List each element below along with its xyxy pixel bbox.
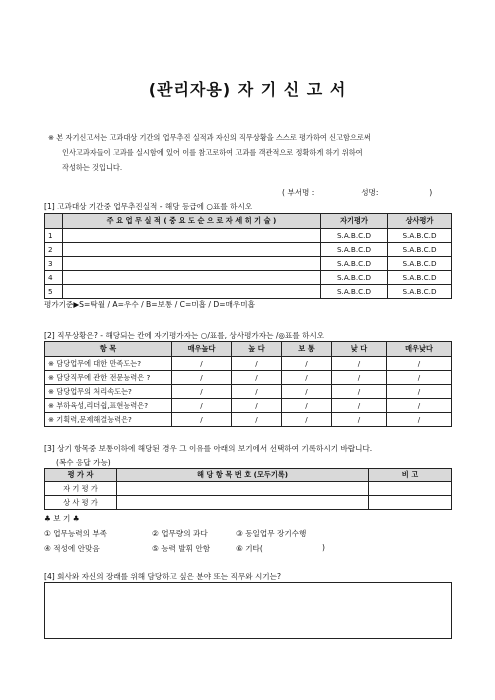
table-row	[45, 496, 452, 510]
page-title: (관리자용) 자 기 신 고 서	[148, 80, 347, 99]
rating-cell[interactable]: /	[282, 413, 332, 427]
rating-cell[interactable]: /	[172, 357, 232, 371]
rating-cell[interactable]: /	[332, 399, 387, 413]
reason-header-items: 해 당 항 목 번 호 (모두기록)	[117, 469, 369, 482]
reason-header-evaluator: 평 가 자	[45, 469, 117, 482]
options-title: ♣ 보 기 ♣	[44, 514, 80, 523]
rating-cell[interactable]: /	[387, 413, 452, 427]
item-number-field[interactable]	[117, 482, 369, 496]
option-1: ① 업무능력의 부족	[44, 529, 107, 538]
rating-cell[interactable]: /	[232, 399, 282, 413]
job-status-item: ※ 담당업무에 대한 만족도는?	[45, 357, 172, 371]
row-number: 3	[45, 257, 63, 271]
job-status-item: ※ 부하육성,리더쉽,표현능력은?	[45, 399, 172, 413]
dept-label: 부서명 :	[287, 188, 315, 197]
performance-header-boss: 상사평가	[388, 214, 452, 229]
job-status-item: ※ 담당업무의 처리속도는?	[45, 385, 172, 399]
boss-grade-options[interactable]: S.A.B.C.D	[388, 271, 452, 285]
rating-cell[interactable]: /	[172, 371, 232, 385]
job-status-header-row	[45, 342, 452, 357]
table-row	[45, 357, 452, 371]
job-status-header-low: 낮 다	[332, 342, 387, 357]
rating-cell[interactable]: /	[172, 385, 232, 399]
remarks-field[interactable]	[369, 496, 452, 510]
rating-cell[interactable]: /	[332, 385, 387, 399]
job-status-header-high: 높 다	[232, 342, 282, 357]
option-6: ⑥ 기타(	[236, 544, 263, 553]
evaluator-label-self: 자 기 평 가	[45, 482, 117, 496]
name-label: 성명:	[361, 188, 379, 197]
reason-table	[44, 468, 452, 510]
option-4: ④ 적성에 안맞음	[44, 544, 100, 553]
table-row	[45, 371, 452, 385]
table-row	[45, 243, 452, 257]
section2-heading: [2] 직무상황은? - 해당되는 칸에 자기평가자는 ○/표를, 상사평가자는 /◎표를 하시오	[44, 331, 325, 340]
performance-entry-field[interactable]	[63, 229, 321, 243]
row-number: 2	[45, 243, 63, 257]
section1-heading: [1] 고과대상 기간중 업무추진실적 - 해당 등급에 ○표를 하시오	[44, 202, 253, 211]
job-status-header-item: 항 목	[45, 342, 172, 357]
section4-heading: [4] 회사와 자신의 장래를 위해 담당하고 싶은 분야 또는 직무와 시기는?	[44, 572, 281, 581]
self-grade-options[interactable]: S.A.B.C.D	[321, 271, 388, 285]
row-number: 4	[45, 271, 63, 285]
performance-header-self: 자기평가	[321, 214, 388, 229]
job-status-header-normal: 보 통	[282, 342, 332, 357]
dept-open-paren: (	[282, 188, 285, 197]
performance-header-row	[45, 214, 452, 229]
option-6-close-paren: )	[322, 543, 325, 552]
item-number-field[interactable]	[117, 496, 369, 510]
rating-cell[interactable]: /	[387, 371, 452, 385]
boss-grade-options[interactable]: S.A.B.C.D	[388, 229, 452, 243]
rating-cell[interactable]: /	[282, 399, 332, 413]
self-grade-options[interactable]: S.A.B.C.D	[321, 257, 388, 271]
dept-name-line	[282, 187, 452, 198]
rating-cell[interactable]: /	[232, 413, 282, 427]
job-status-header-very-low: 매우낮다	[387, 342, 452, 357]
rating-cell[interactable]: /	[282, 357, 332, 371]
row-number: 5	[45, 285, 63, 299]
rating-cell[interactable]: /	[332, 357, 387, 371]
rating-cell[interactable]: /	[282, 371, 332, 385]
remarks-field[interactable]	[369, 482, 452, 496]
job-status-table	[44, 341, 452, 427]
performance-entry-field[interactable]	[63, 257, 321, 271]
boss-grade-options[interactable]: S.A.B.C.D	[388, 285, 452, 299]
job-status-header-very-high: 매우높다	[172, 342, 232, 357]
dept-close-paren: )	[429, 188, 433, 197]
rating-cell[interactable]: /	[172, 399, 232, 413]
table-row	[45, 271, 452, 285]
option-2: ② 업무량의 과다	[152, 529, 208, 538]
table-row	[45, 285, 452, 299]
row-number: 1	[45, 229, 63, 243]
rating-cell[interactable]: /	[387, 399, 452, 413]
section3-subheading: (복수 응답 가능)	[56, 458, 111, 467]
rating-cell[interactable]: /	[332, 371, 387, 385]
performance-table	[44, 213, 452, 299]
reason-header-row	[45, 469, 452, 482]
section3-heading: [3] 상기 항목중 보통이하에 해당된 경우 그 이유를 아래의 보기에서 선택하여 기록하시기 바랍니다.	[44, 444, 373, 453]
note-line-2: 인사고과자들이 고과를 실시함에 있어 이를 참고로하여 고과를 객관적으로 정확하게 하기 위하여	[62, 148, 363, 157]
rating-cell[interactable]: /	[172, 413, 232, 427]
self-grade-options[interactable]: S.A.B.C.D	[321, 243, 388, 257]
rating-cell[interactable]: /	[387, 357, 452, 371]
self-grade-options[interactable]: S.A.B.C.D	[321, 285, 388, 299]
rating-cell[interactable]: /	[232, 371, 282, 385]
option-3: ③ 동일업무 장기수행	[236, 529, 307, 538]
boss-grade-options[interactable]: S.A.B.C.D	[388, 243, 452, 257]
job-status-item: ※ 담당직무에 관한 전문능력은 ?	[45, 371, 172, 385]
note-line-3: 작성하는 것입니다.	[62, 163, 123, 172]
performance-header-content: 주 요 업 무 실 적 ( 중 요 도 순 으 로 자 세 히 기 술 )	[63, 214, 321, 229]
rating-cell[interactable]: /	[232, 385, 282, 399]
grading-criteria: 평가기준▶S=탁월 / A=우수 / B=보통 / C=미흡 / D=매우미흡	[44, 300, 255, 309]
table-row	[45, 413, 452, 427]
job-status-item: ※ 기획력,문제해결능력은?	[45, 413, 172, 427]
performance-entry-field[interactable]	[63, 285, 321, 299]
rating-cell[interactable]: /	[282, 385, 332, 399]
boss-grade-options[interactable]: S.A.B.C.D	[388, 257, 452, 271]
performance-entry-field[interactable]	[63, 243, 321, 257]
option-5: ⑤ 능력 발휘 안함	[152, 544, 211, 553]
table-row	[45, 257, 452, 271]
note-line-1: ※ 본 자기신고서는 고과대상 기간의 업무추진 실적과 자신의 직무상황을 스스로 평가하여 신고함으로써	[48, 133, 371, 142]
evaluator-label-boss: 상 사 평 가	[45, 496, 117, 510]
rating-cell[interactable]: /	[387, 385, 452, 399]
rating-cell[interactable]: /	[232, 357, 282, 371]
table-row	[45, 482, 452, 496]
self-grade-options[interactable]: S.A.B.C.D	[321, 229, 388, 243]
table-row	[45, 399, 452, 413]
table-row	[45, 385, 452, 399]
instruction-note	[48, 130, 458, 175]
rating-cell[interactable]: /	[332, 413, 387, 427]
table-row	[45, 229, 452, 243]
reason-header-remarks: 비 고	[369, 469, 452, 482]
career-plan-field[interactable]	[44, 582, 452, 639]
performance-entry-field[interactable]	[63, 271, 321, 285]
performance-header-no	[45, 214, 63, 229]
